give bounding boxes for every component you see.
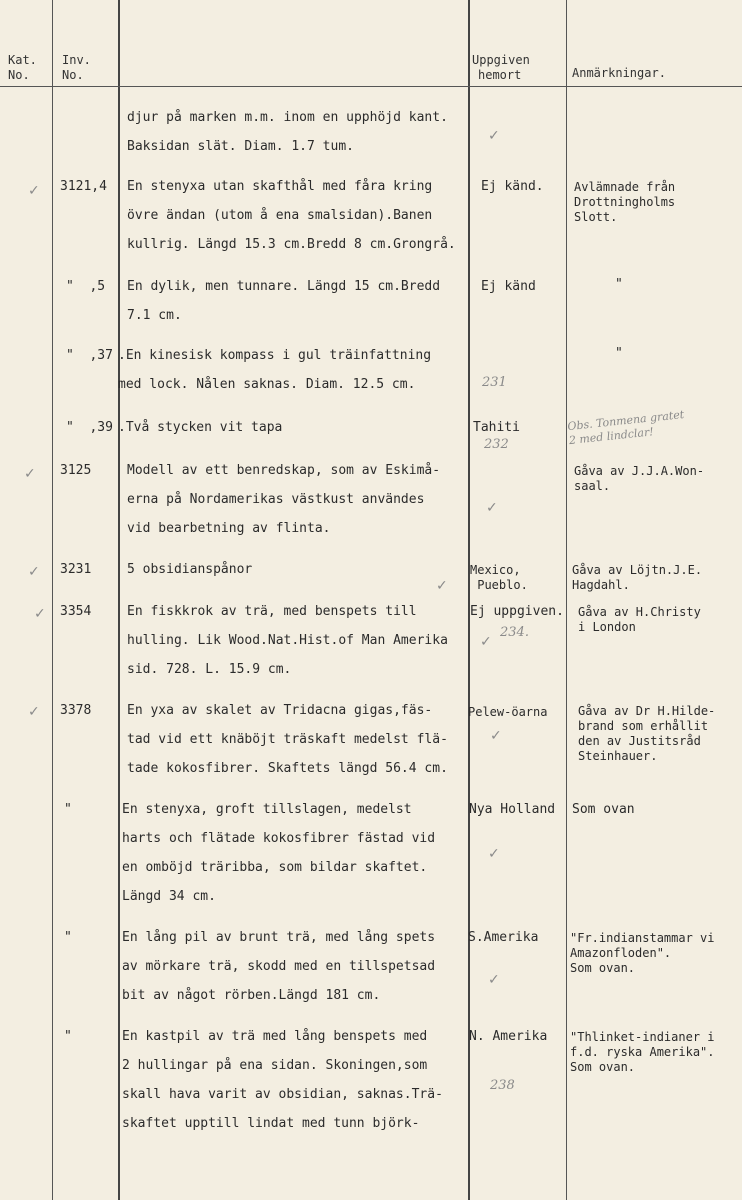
row-3-description: .En kinesisk kompass i gul träinfattning med lock. Nålen saknas. Diam. 12.5 cm.: [118, 348, 432, 392]
row-5-anmarkning: Gåva av J.J.A.Won- saal.: [574, 464, 705, 493]
row-2-anmarkning: ": [615, 277, 623, 292]
row-8-description: En yxa av skalet av Tridacna gigas,fäs- tad vid ett knäböjt träskaft medelst flä- tade kokosfibrer. Skaftets längd 56.4 cm.: [127, 703, 448, 776]
row-6-description: 5 obsidianspånor: [127, 562, 253, 577]
row-10-description: En lång pil av brunt trä, med lång spets av mörkare trä, skodd med en tillspetsad bit av något rörben.Längd 181 cm.: [122, 930, 436, 1003]
row-11-anmarkning: "Thlinket-indianer i f.d. ryska Amerika". Som ovan.: [570, 1030, 715, 1074]
row-9-description: En stenyxa, groft tillslagen, medelst harts och flätade kokosfibrer fästad vid en omböjd träribba, som bildar skaftet. Längd 34 cm.: [122, 802, 436, 904]
column-rule-3: [468, 0, 470, 1200]
row-1-description: En stenyxa utan skafthål med fåra kring övre ändan (utom å ena smalsidan).Banen kullrig. Längd 15.3 cm.Bredd 8 cm.Grongrå.: [127, 179, 456, 252]
check-mark-icon: ✓: [480, 634, 492, 650]
header-rule: [0, 86, 742, 87]
check-mark-icon: ✓: [488, 128, 500, 144]
pencil-number-238: 238: [490, 1078, 515, 1093]
column-rule-1: [52, 0, 53, 1200]
check-mark-icon: ✓: [34, 606, 46, 622]
row-6-inv: 3231: [60, 562, 92, 577]
row-7-anmarkning: Gåva av H.Christy i London: [578, 605, 701, 634]
row-4-description: .Två stycken vit tapa: [118, 420, 283, 435]
row-5-description: Modell av ett benredskap, som av Eskimå- erna på Nordamerikas västkust användes vid bearbetning av flinta.: [127, 463, 441, 536]
row-1-inv: 3121,4: [60, 179, 107, 194]
row-8-hemort: Pelew-öarna: [468, 705, 548, 719]
check-mark-icon: ✓: [28, 564, 40, 580]
pencil-number-232: 232: [484, 437, 509, 452]
check-mark-icon: ✓: [490, 728, 502, 744]
row-7-inv: 3354: [60, 604, 92, 619]
check-mark-icon: ✓: [436, 578, 448, 594]
row-1-anmarkning: Avlämnade från Drottningholms Slott.: [574, 180, 676, 224]
row-7-description: En fiskkrok av trä, med benspets till hulling. Lik Wood.Nat.Hist.of Man Amerika sid. 728. L. 15.9 cm.: [127, 604, 448, 677]
row-5-inv: 3125: [60, 463, 92, 478]
pencil-number-231: 231: [482, 375, 507, 390]
column-rule-2: [118, 0, 120, 1200]
check-mark-icon: ✓: [24, 466, 36, 482]
row-2-inv: " ,5: [66, 279, 106, 294]
check-mark-icon: ✓: [488, 972, 500, 988]
row-11-inv: ": [64, 1029, 72, 1044]
row-9-hemort: Nya Holland: [469, 802, 556, 817]
row-8-inv: 3378: [60, 703, 92, 718]
row-1-hemort: Ej känd.: [481, 179, 544, 194]
row-2-hemort: Ej känd: [481, 279, 536, 294]
row-4-inv: " ,39: [66, 420, 113, 435]
row-11-description: En kastpil av trä med lång benspets med 2 hullingar på ena sidan. Skoningen,som skall hava varit av obsidian, saknas.Trä- skaftet upptill lindat med tunn björk-: [122, 1029, 443, 1131]
row-9-anmarkning: Som ovan: [572, 802, 635, 817]
row-0-description: djur på marken m.m. inom en upphöjd kant. Baksidan slät. Diam. 1.7 tum.: [127, 110, 448, 154]
row-10-hemort: S.Amerika: [468, 930, 539, 945]
row-8-anmarkning: Gåva av Dr H.Hilde- brand som erhållit den av Justitsråd Steinhauer.: [578, 704, 716, 763]
row-7-hemort: Ej uppgiven.: [470, 604, 564, 619]
row-10-inv: ": [64, 930, 72, 945]
row-3-anmarkning: ": [615, 346, 623, 361]
row-6-anmarkning: Gåva av Löjtn.J.E. Hagdahl.: [572, 563, 703, 592]
row-3-inv: " ,37: [66, 348, 113, 363]
row-6-hemort: Mexico, Pueblo.: [470, 563, 528, 592]
header-inv: Inv. No.: [62, 53, 91, 82]
check-mark-icon: ✓: [28, 183, 40, 199]
row-2-description: En dylik, men tunnare. Längd 15 cm.Bredd 7.1 cm.: [127, 279, 441, 323]
row-9-inv: ": [64, 802, 72, 817]
header-kat: Kat. No.: [8, 53, 37, 82]
check-mark-icon: ✓: [488, 846, 500, 862]
check-mark-icon: ✓: [28, 704, 40, 720]
row-11-hemort: N. Amerika: [469, 1029, 548, 1044]
row-4-hemort: Tahiti: [473, 420, 520, 435]
column-rule-4: [566, 0, 567, 1200]
pencil-note-tahiti: Obs. Tonmena gratet 2 med lindclar!: [566, 407, 685, 448]
row-10-anmarkning: "Fr.indianstammar vi Amazonfloden". Som ovan.: [570, 931, 715, 975]
header-anmarkningar: Anmärkningar.: [572, 66, 666, 80]
check-mark-icon: ✓: [486, 500, 498, 516]
pencil-number-234: 234.: [500, 625, 529, 640]
header-hemort: Uppgiven hemort: [472, 53, 530, 82]
